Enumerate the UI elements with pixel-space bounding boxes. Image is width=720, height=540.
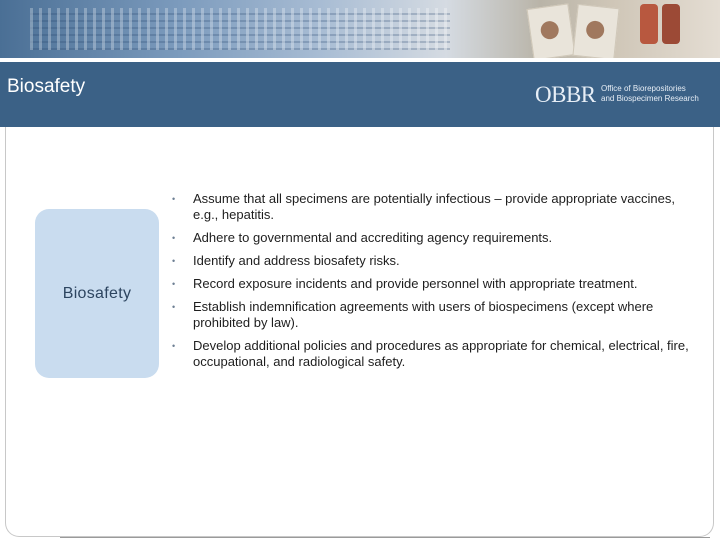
specimen-tube-image	[640, 4, 658, 44]
header-photo-collage	[0, 0, 720, 58]
bullet-icon: •	[172, 279, 176, 289]
bullet-icon: •	[172, 302, 176, 312]
header-divider	[0, 58, 720, 62]
list-item-text: Develop additional policies and procedures as appropriate for chemical, electrical, fire, occupational, and radiological safety.	[193, 338, 689, 369]
section-label: Biosafety	[62, 285, 132, 302]
logo-caption-line: and Biospecimen Research	[601, 94, 699, 103]
bullet-icon: •	[172, 233, 176, 243]
list-item	[170, 191, 700, 223]
tissue-slide-image	[527, 3, 576, 60]
tissue-slide-image	[572, 4, 619, 60]
logo-mark: OBBR	[535, 82, 596, 107]
dna-sequence-image	[30, 8, 450, 50]
list-item	[170, 276, 700, 292]
obbr-logo	[535, 82, 715, 108]
specimen-tube-image	[662, 4, 680, 44]
list-item-text: Adhere to governmental and accrediting agency requirements.	[193, 230, 553, 245]
footer-divider	[60, 537, 710, 538]
logo-caption-line: Office of Biorepositories	[601, 84, 686, 93]
bullet-icon: •	[172, 194, 176, 204]
bullet-list	[170, 191, 700, 377]
bullet-icon: •	[172, 341, 176, 351]
list-item-text: Record exposure incidents and provide personnel with appropriate treatment.	[193, 276, 638, 291]
logo-caption	[601, 84, 699, 104]
list-item-text: Assume that all specimens are potentially infectious – provide appropriate vaccines, e.g., hepatitis.	[193, 191, 675, 222]
page-title: Biosafety	[7, 76, 86, 97]
header-banner	[0, 0, 720, 127]
list-item	[170, 338, 700, 370]
list-item	[170, 230, 700, 246]
list-item-text: Identify and address biosafety risks.	[193, 253, 400, 268]
list-item	[170, 253, 700, 269]
list-item-text: Establish indemnification agreements with users of biospecimens (except where prohibited by law).	[193, 299, 654, 330]
section-label-box	[35, 209, 159, 378]
bullet-icon: •	[172, 256, 176, 266]
list-item	[170, 299, 700, 331]
